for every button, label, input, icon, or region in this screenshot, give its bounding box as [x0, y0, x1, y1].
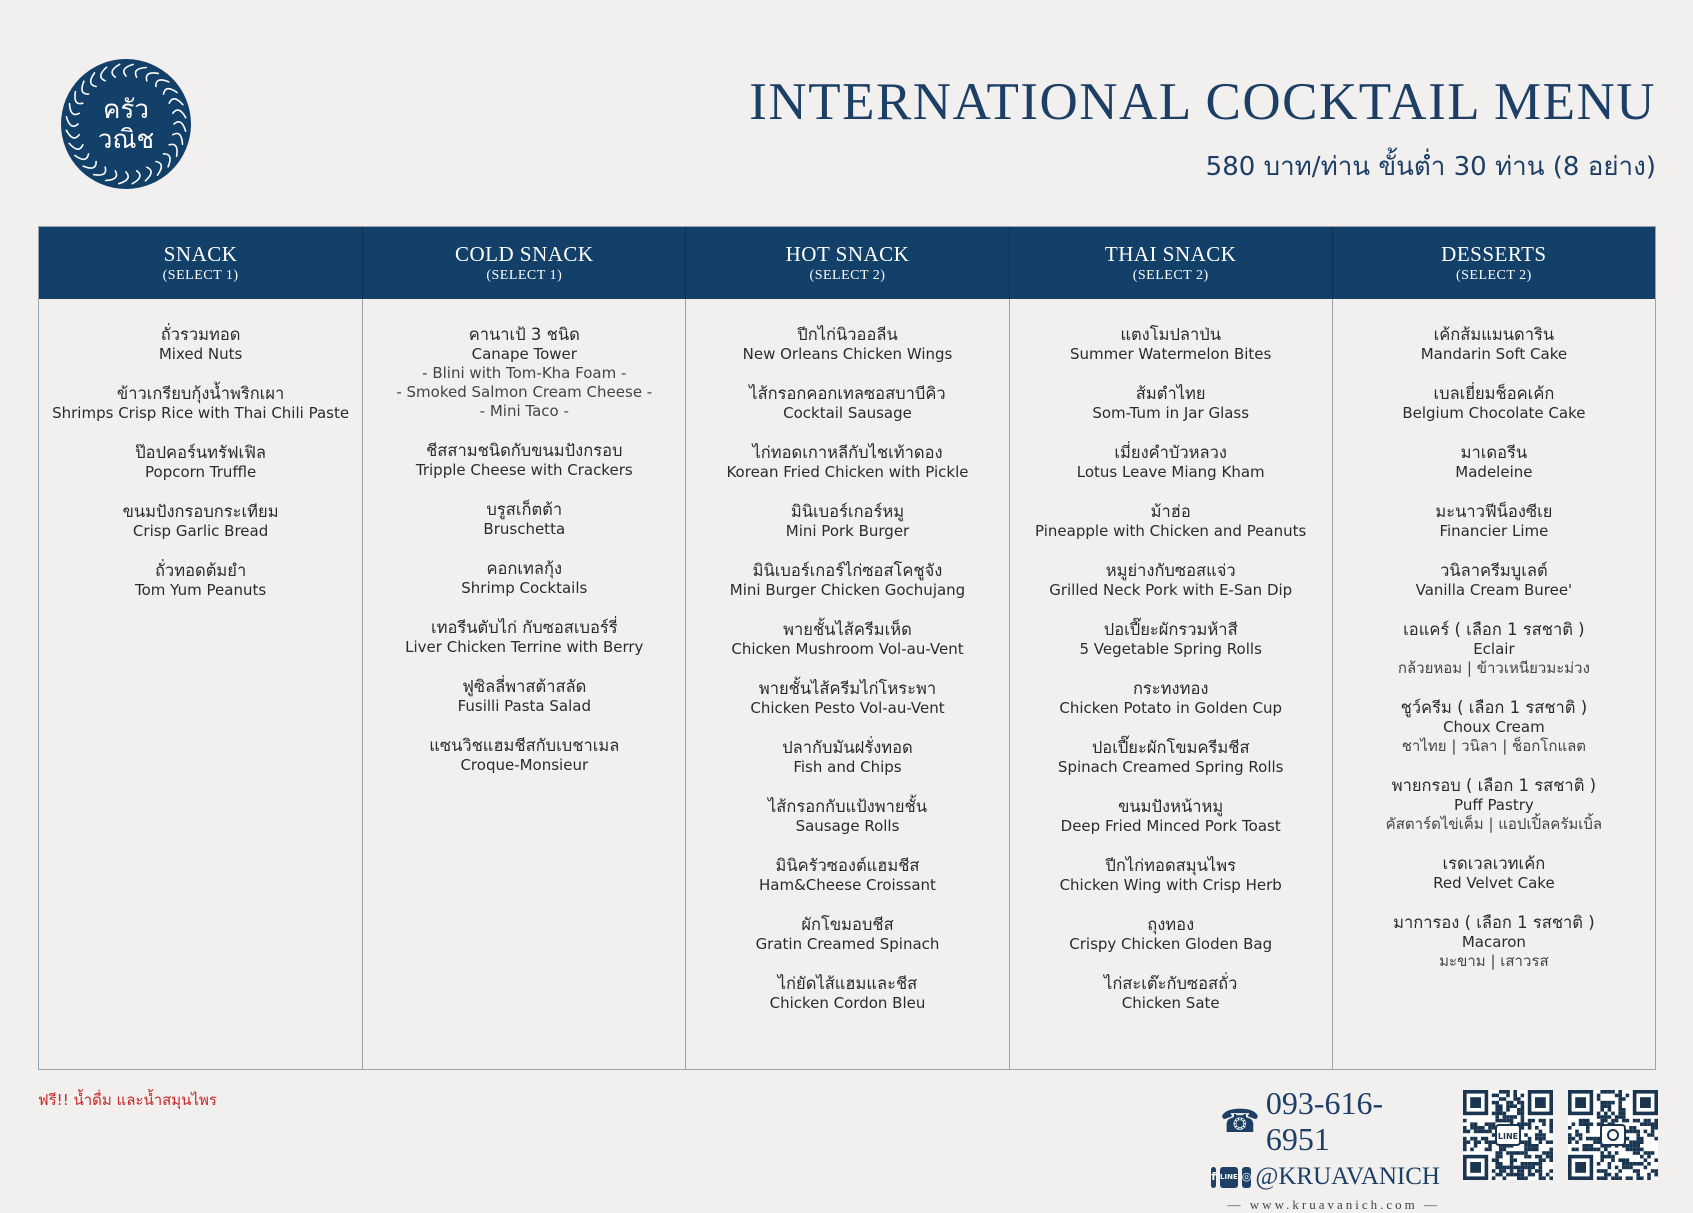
- menu-item-english-name: Summer Watermelon Bites: [1070, 345, 1272, 363]
- column-select-note: (SELECT 1): [486, 268, 563, 283]
- menu-item-english-name: Puff Pastry: [1454, 796, 1534, 814]
- column-body-cold-snack: [362, 299, 685, 1069]
- phone-icon: ☎: [1220, 1103, 1260, 1139]
- menu-item: [686, 502, 1008, 541]
- menu-item-thai-name: ถุงทอง: [1147, 915, 1195, 934]
- menu-item: [1010, 797, 1332, 836]
- menu-item-english-name: Crisp Garlic Bread: [132, 522, 269, 540]
- menu-item-english-name: Fish and Chips: [793, 758, 902, 776]
- phone-line: [1220, 1085, 1440, 1157]
- menu-item-english-name: Popcorn Truffle: [145, 463, 257, 481]
- menu-item: [39, 502, 362, 541]
- menu-item-english-name: Liver Chicken Terrine with Berry: [405, 638, 644, 656]
- menu-item: [1333, 854, 1655, 893]
- menu-item: [686, 974, 1008, 1013]
- social-handle[interactable]: @KRUAVANICH: [1255, 1163, 1440, 1190]
- menu-item: [686, 738, 1008, 777]
- column-header-snack: [39, 227, 362, 299]
- menu-item-english-name: Shrimps Crisp Rice with Thai Chili Paste: [52, 404, 350, 422]
- menu-item-thai-name: เทอรีนตับไก่ กับซอสเบอร์รี่: [430, 618, 618, 637]
- website-link[interactable]: — www.kruavanich.com —: [1227, 1197, 1440, 1212]
- column-title: THAI SNACK: [1104, 242, 1237, 266]
- column-title: COLD SNACK: [454, 242, 594, 266]
- menu-item-thai-name: หมูย่างกับซอสแจ่ว: [1105, 561, 1236, 580]
- column-select-note: (SELECT 2): [1455, 268, 1532, 283]
- logo-text-bottom: วณิช: [97, 125, 155, 155]
- menu-item-thai-name: กระทงทอง: [1132, 679, 1209, 698]
- menu-item: [1010, 915, 1332, 954]
- menu-item-thai-name: ไก่ยัดไส้แฮมและชีส: [777, 974, 918, 993]
- menu-item-english-name: Grilled Neck Pork with E-San Dip: [1049, 581, 1293, 599]
- menu-item: [686, 561, 1008, 600]
- menu-item-thai-name: ขนมปังหน้าหมู: [1118, 797, 1224, 816]
- menu-item-english-name: Canape Tower: [471, 345, 577, 363]
- menu-item-english-name: Pineapple with Chicken and Peanuts: [1035, 522, 1307, 540]
- phone-number[interactable]: 093-616-6951: [1265, 1085, 1384, 1157]
- column-title: DESSERTS: [1441, 242, 1547, 266]
- menu-item-english-name: Tom Yum Peanuts: [135, 581, 267, 599]
- menu-item-thai-name: ปอเปี๊ยะผักโขมครีมชีส: [1091, 738, 1250, 757]
- menu-item-thai-name: พายชั้นไส้ครีมเห็ด: [783, 620, 912, 639]
- menu-item-thai-name: ถั่วทอดต้มยำ: [154, 561, 247, 580]
- menu-item-option: - Blini with Tom-Kha Foam -: [422, 364, 627, 382]
- menu-item-thai-name: ไส้กรอกกับแป้งพายชั้น: [767, 797, 928, 816]
- menu-item-thai-name: ปลากับมันฝรั่งทอด: [782, 738, 913, 757]
- menu-item-thai-name: ฟูซิลลี่พาสต้าสลัด: [462, 677, 587, 696]
- menu-item-english-name: Red Velvet Cake: [1433, 874, 1555, 892]
- menu-item: [363, 441, 685, 480]
- menu-item-thai-name: ขนมปังกรอบกระเทียม: [122, 502, 279, 521]
- menu-item: [1010, 738, 1332, 777]
- contact-block: [1211, 1085, 1440, 1213]
- kruavanich-logo: [60, 58, 192, 190]
- menu-item-english-name: Croque-Monsieur: [460, 756, 589, 774]
- menu-item: [39, 561, 362, 600]
- menu-item: [1010, 679, 1332, 718]
- menu-item: [363, 677, 685, 716]
- menu-item-thai-name: มะนาวฟีน็องซีเย: [1435, 502, 1553, 521]
- menu-item-option: - Smoked Salmon Cream Cheese -: [396, 383, 653, 401]
- menu-item-thai-name: วนิลาครีมบูเลต์: [1440, 561, 1548, 580]
- menu-item-english-name: Chicken Wing with Crisp Herb: [1059, 876, 1282, 894]
- menu-item-thai-name: พายชั้นไส้ครีมไก่โหระพา: [758, 679, 937, 698]
- menu-item: [1010, 325, 1332, 364]
- menu-item: [1010, 443, 1332, 482]
- menu-item-english-name: Mini Burger Chicken Gochujang: [729, 581, 966, 599]
- line-qr-code: [1463, 1090, 1553, 1180]
- menu-item-thai-name: เบลเยี่ยมช็อคเค้ก: [1433, 384, 1555, 403]
- menu-item: [39, 325, 362, 364]
- menu-item-thai-name: ข้าวเกรียบกุ้งน้ำพริกเผา: [116, 384, 285, 403]
- instagram-icon[interactable]: ◎: [1242, 1167, 1252, 1188]
- column-header-hot-snack: [685, 227, 1008, 299]
- menu-item-english-name: Mandarin Soft Cake: [1420, 345, 1568, 363]
- menu-item: [686, 620, 1008, 659]
- menu-item-english-name: Tripple Cheese with Crackers: [415, 461, 633, 479]
- menu-item-english-name: Choux Cream: [1443, 718, 1545, 736]
- menu-item: [1010, 620, 1332, 659]
- menu-item: [1333, 776, 1655, 834]
- menu-item-english-name: New Orleans Chicken Wings: [742, 345, 953, 363]
- menu-item: [686, 679, 1008, 718]
- menu-item-english-name: Shrimp Cocktails: [461, 579, 588, 597]
- menu-item-thai-name: ไก่สะเต๊ะกับซอสถั่ว: [1104, 974, 1238, 993]
- menu-item: [1010, 502, 1332, 541]
- menu-item-thai-name: ป๊อปคอร์นทรัฟเฟิล: [135, 443, 266, 462]
- menu-item-thai-name: ปอเปี๊ยะผักรวมห้าสี: [1103, 620, 1238, 639]
- menu-item-option: กล้วยหอม | ข้าวเหนียวมะม่วง: [1397, 659, 1590, 677]
- instagram-qr-code: [1568, 1090, 1658, 1180]
- menu-item-english-name: Som-Tum in Jar Glass: [1092, 404, 1250, 422]
- menu-item-english-name: Mini Pork Burger: [785, 522, 910, 540]
- menu-item: [39, 384, 362, 423]
- menu-item-english-name: Ham&Cheese Croissant: [759, 876, 936, 894]
- menu-item: [686, 915, 1008, 954]
- menu-item-thai-name: ส้มตำไทย: [1135, 384, 1206, 403]
- column-title: HOT SNACK: [785, 242, 910, 266]
- menu-item-thai-name: ปีกไก่นิวออลีน: [797, 325, 898, 344]
- menu-item-english-name: Mixed Nuts: [158, 345, 243, 363]
- menu-item-english-name: Vanilla Cream Buree': [1415, 581, 1573, 599]
- menu-table: [38, 226, 1656, 1070]
- menu-item-thai-name: เอแคร์ ( เลือก 1 รสชาติ ): [1403, 620, 1585, 639]
- menu-item: [686, 856, 1008, 895]
- menu-item-thai-name: มินิเบอร์เกอร์ไก่ซอสโคชูจัง: [752, 561, 943, 580]
- menu-item-thai-name: ชีสสามชนิดกับขนมปังกรอบ: [426, 441, 623, 460]
- menu-item-thai-name: ชูว์ครีม ( เลือก 1 รสชาติ ): [1400, 698, 1588, 717]
- menu-item-english-name: Gratin Creamed Spinach: [755, 935, 940, 953]
- menu-item-option: ชาไทย | วนิลา | ช็อกโกแลต: [1401, 737, 1587, 755]
- column-body-snack: [39, 299, 362, 1069]
- menu-item-thai-name: ผักโขมอบชีส: [801, 915, 894, 934]
- menu-item: [1010, 974, 1332, 1013]
- menu-item-thai-name: เค้กส้มแมนดาริน: [1433, 325, 1555, 344]
- column-body-hot-snack: [685, 299, 1008, 1069]
- column-title: SNACK: [163, 242, 238, 266]
- menu-item-thai-name: ไส้กรอกคอกเทลซอสบาบีคิว: [749, 384, 946, 403]
- menu-item-english-name: Chicken Mushroom Vol-au-Vent: [731, 640, 964, 658]
- logo-text-top: ครัว: [103, 95, 149, 125]
- menu-item-thai-name: คานาเป้ 3 ชนิด: [468, 325, 580, 344]
- free-drinks-note: ฟรี!! น้ำดื่ม และน้ำสมุนไพร: [38, 1091, 217, 1109]
- menu-item-english-name: Eclair: [1473, 640, 1515, 658]
- menu-item-english-name: Bruschetta: [483, 520, 566, 538]
- menu-item-option: มะขาม | เสาวรส: [1439, 952, 1549, 970]
- menu-item-thai-name: ถั่วรวมทอด: [160, 325, 241, 344]
- menu-item-thai-name: แซนวิชแฮมชีสกับเบชาเมล: [429, 736, 620, 755]
- menu-item-english-name: Macaron: [1461, 933, 1526, 951]
- menu-item-english-name: Belgium Chocolate Cake: [1402, 404, 1586, 422]
- menu-item-english-name: Chicken Potato in Golden Cup: [1059, 699, 1282, 717]
- page-title: INTERNATIONAL COCKTAIL MENU: [749, 73, 1656, 131]
- menu-item: [363, 500, 685, 539]
- menu-item-thai-name: มาเดอรีน: [1460, 443, 1528, 462]
- menu-item: [1333, 384, 1655, 423]
- menu-item-thai-name: บรูสเก็ตต้า: [486, 500, 563, 519]
- menu-item: [1333, 561, 1655, 600]
- menu-item: [39, 443, 362, 482]
- menu-item: [1333, 443, 1655, 482]
- menu-item: [1010, 384, 1332, 423]
- menu-item-thai-name: พายกรอบ ( เลือก 1 รสชาติ ): [1391, 776, 1597, 795]
- menu-item-thai-name: ไก่ทอดเกาหลีกับไชเท้าดอง: [752, 443, 943, 462]
- menu-item-english-name: 5 Vegetable Spring Rolls: [1079, 640, 1262, 658]
- menu-item: [1333, 913, 1655, 971]
- menu-item: [1333, 698, 1655, 756]
- menu-item: [1333, 620, 1655, 678]
- menu-item: [1010, 561, 1332, 600]
- menu-item-english-name: Chicken Sate: [1121, 994, 1220, 1012]
- menu-item-english-name: Deep Fried Minced Pork Toast: [1060, 817, 1281, 835]
- line-icon[interactable]: LINE: [1220, 1167, 1238, 1188]
- menu-item-thai-name: คอกเทลกุ้ง: [486, 559, 563, 578]
- column-select-note: (SELECT 2): [1132, 268, 1209, 283]
- column-header-thai-snack: [1009, 227, 1332, 299]
- menu-item: [363, 618, 685, 657]
- column-header-cold-snack: [362, 227, 685, 299]
- menu-item-option: คัสตาร์ดไข่เค็ม | แอปเปิ้ลครัมเบิ้ล: [1385, 815, 1603, 833]
- menu-item-thai-name: เรดเวลเวทเค้ก: [1442, 854, 1546, 873]
- menu-item-thai-name: เมี่ยงคำบัวหลวง: [1114, 443, 1227, 462]
- menu-item-english-name: Chicken Pesto Vol-au-Vent: [750, 699, 945, 717]
- menu-item: [363, 559, 685, 598]
- menu-item: [363, 325, 685, 421]
- menu-item: [1333, 325, 1655, 364]
- menu-item-thai-name: มาการอง ( เลือก 1 รสชาติ ): [1393, 913, 1595, 932]
- menu-item-english-name: Sausage Rolls: [795, 817, 900, 835]
- menu-item: [363, 736, 685, 775]
- menu-item-thai-name: มินิครัวซองต์แฮมชีส: [775, 856, 920, 875]
- menu-item-option: - Mini Taco -: [479, 402, 569, 420]
- price-subtitle: 580 บาท/ท่าน ขั้นต่ำ 30 ท่าน (8 อย่าง): [1205, 152, 1656, 182]
- menu-item-english-name: Chicken Cordon Bleu: [769, 994, 926, 1012]
- menu-item: [686, 797, 1008, 836]
- social-line: [1211, 1163, 1440, 1191]
- menu-item: [686, 443, 1008, 482]
- menu-item-english-name: Financier Lime: [1439, 522, 1549, 540]
- menu-item-english-name: Crispy Chicken Gloden Bag: [1069, 935, 1273, 953]
- menu-item-thai-name: มินิเบอร์เกอร์หมู: [790, 502, 905, 521]
- column-body-desserts: [1332, 299, 1655, 1069]
- column-header-desserts: [1332, 227, 1655, 299]
- menu-item-thai-name: ปีกไก่ทอดสมุนไพร: [1105, 856, 1236, 875]
- menu-item-thai-name: แตงโมปลาป่น: [1120, 325, 1222, 344]
- facebook-icon[interactable]: f: [1211, 1167, 1216, 1188]
- menu-item-english-name: Cocktail Sausage: [783, 404, 912, 422]
- menu-item-thai-name: ม้าฮ่อ: [1150, 502, 1191, 521]
- menu-item-english-name: Lotus Leave Miang Kham: [1076, 463, 1265, 481]
- menu-item-english-name: Madeleine: [1455, 463, 1533, 481]
- menu-item: [1333, 502, 1655, 541]
- menu-item-english-name: Fusilli Pasta Salad: [457, 697, 591, 715]
- column-select-note: (SELECT 1): [162, 268, 239, 283]
- menu-item: [686, 325, 1008, 364]
- column-body-thai-snack: [1009, 299, 1332, 1069]
- menu-item: [1010, 856, 1332, 895]
- menu-item-english-name: Spinach Creamed Spring Rolls: [1057, 758, 1284, 776]
- qr-center-label: LINE: [1497, 1132, 1519, 1141]
- menu-item: [686, 384, 1008, 423]
- menu-item-english-name: Korean Fried Chicken with Pickle: [726, 463, 969, 481]
- column-select-note: (SELECT 2): [809, 268, 886, 283]
